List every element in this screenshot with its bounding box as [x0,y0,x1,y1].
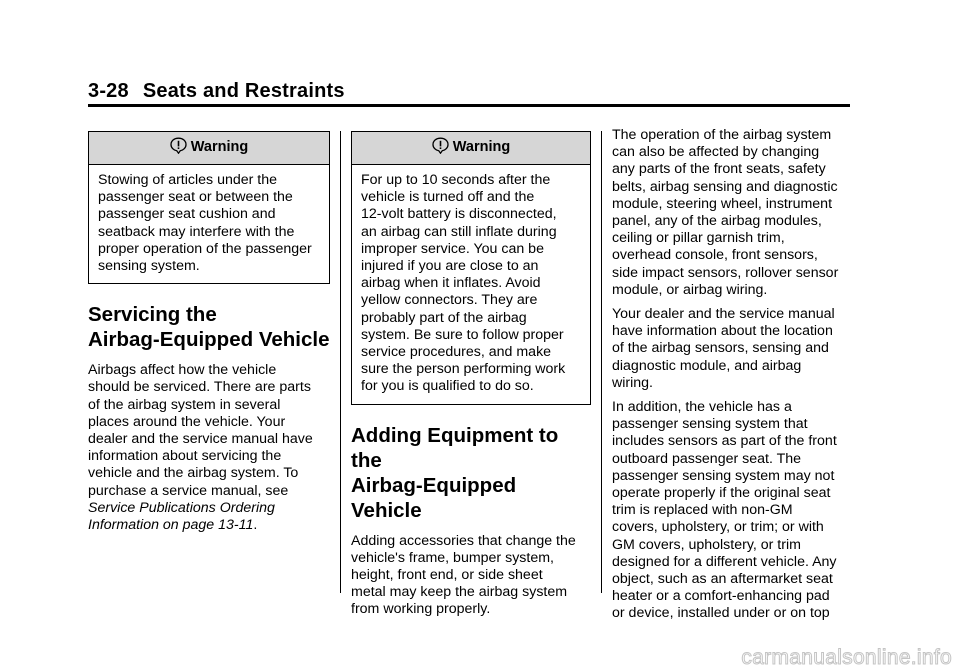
text-line: should be serviced. There are parts [88,379,311,396]
text-line: service procedures, and make [361,344,552,361]
text-line: ceiling or pillar garnish trim, [612,230,785,247]
text-line: airbag when it inflates. Avoid [361,275,541,292]
text-line: sure the person performing work [361,361,566,378]
text-line: passenger seat cushion and [98,206,276,223]
text-line: metal may keep the airbag system [351,584,568,601]
text-line: passenger sensing system may not [612,467,835,484]
text-line: sensing system. [98,258,200,275]
text-line: trim is replaced with non-GM [612,502,793,519]
text-line: Your dealer and the service manual [612,306,835,323]
text-line: of the airbag system in several [88,396,281,413]
text-line: side impact sensors, rollover sensor [612,264,839,281]
section-title: Seats and Restraints [142,80,345,102]
warning-header [89,132,329,165]
warning-icon [432,137,449,154]
paragraph [612,127,852,299]
warning-title: Warning [452,139,511,156]
text-line: For up to 10 seconds after the [361,172,551,188]
text-line: injured if you are close to an [361,258,539,275]
warning-text [352,165,590,404]
text-line: wiring. [612,374,653,391]
text-line: vehicle and the airbag system. To [88,465,299,482]
text-line: of the airbag sensors, sensing and [612,340,829,357]
text-line: Airbags affect how the vehicle [88,362,277,379]
warning-icon [170,137,187,154]
heading-line: Servicing the [88,303,217,327]
watermark: carmanualsonline.info [741,646,952,669]
text-line: improper service. You can be [361,240,544,257]
text-line: . [253,517,258,534]
text-line: module, or airbag wiring. [612,281,768,298]
text-line: seatback may interfere with the [98,223,295,240]
warning-text [89,165,329,283]
paragraph [612,399,852,623]
text-line: places around the vehicle. Your [88,413,286,430]
text-line: vehicle is turned off and the [361,189,535,206]
text-line: have information about the location [612,323,833,340]
text-line: The operation of the airbag system [612,127,832,143]
text-line: passenger seat or between the [98,189,293,206]
text-line: Adding accessories that change the [351,532,576,549]
warning-box [351,131,591,405]
text-line: In addition, the vehicle has a [612,399,792,416]
paragraph [88,362,330,534]
text-line: an airbag can still inflate during [361,223,557,240]
text-line: outboard passenger seat. The [612,450,802,467]
paragraph [351,533,591,619]
warning-header [352,132,590,165]
text-line: dealer and the service manual have [88,431,313,448]
heading-line: Airbag-Equipped Vehicle [88,328,330,352]
column-divider-1 [340,131,341,593]
text-line: or device, installed under or on top [612,605,830,622]
section-heading [88,302,330,352]
text-line: passenger sensing system that [612,416,808,433]
text-line: designed for a different vehicle. Any [612,553,837,570]
text-line: GM covers, upholstery, or trim [612,536,801,553]
cross-reference-link[interactable]: Information on page 13-11 [88,517,254,534]
text-line: vehicle's frame, bumper system, [351,549,554,566]
column-divider-2 [601,131,602,593]
cross-reference-link[interactable]: Service Publications Ordering [88,499,275,516]
text-line: module, steering wheel, instrument [612,195,833,212]
heading-line: Adding Equipment to the [351,423,559,472]
text-line: heater or a comfort-enhancing pad [612,588,830,605]
column-1 [88,131,330,534]
text-line: panel, any of the airbag modules, [612,213,822,230]
page-header [88,80,345,103]
text-line: diagnostic module, and airbag [612,357,802,374]
header-rule [88,104,850,107]
text-line: object, such as an aftermarket seat [612,571,833,588]
text-line: any parts of the front seats, safety [612,161,826,178]
text-line: Stowing of articles under the [98,172,278,188]
column-2 [351,131,591,619]
paragraph [612,306,852,392]
heading-line: Airbag-Equipped Vehicle [351,473,517,522]
warning-title: Warning [190,139,249,156]
text-line: can also be affected by changing [612,144,820,161]
text-line: belts, airbag sensing and diagnostic [612,178,838,195]
section-heading [351,423,591,523]
text-line: from working properly. [351,601,491,618]
text-line: covers, upholstery, or trim; or with [612,519,824,536]
text-line: for you is qualified to do so. [361,378,534,395]
page-number: 3-28 [88,80,129,102]
text-line: yellow connectors. They are [361,292,538,309]
text-line: information about servicing the [88,448,282,465]
text-line: system. Be sure to follow proper [361,326,564,343]
text-line: 12-volt battery is disconnected, [361,206,557,223]
warning-box [88,131,330,284]
text-line: height, front end, or side sheet [351,567,543,584]
text-line: purchase a service manual, see [88,482,289,499]
text-line: overhead console, front sensors, [612,247,818,264]
text-line: includes sensors as part of the front [612,433,837,450]
text-line: proper operation of the passenger [98,240,312,257]
column-3 [612,127,852,623]
text-line: probably part of the airbag [361,309,527,326]
text-line: operate properly if the original seat [612,485,831,502]
